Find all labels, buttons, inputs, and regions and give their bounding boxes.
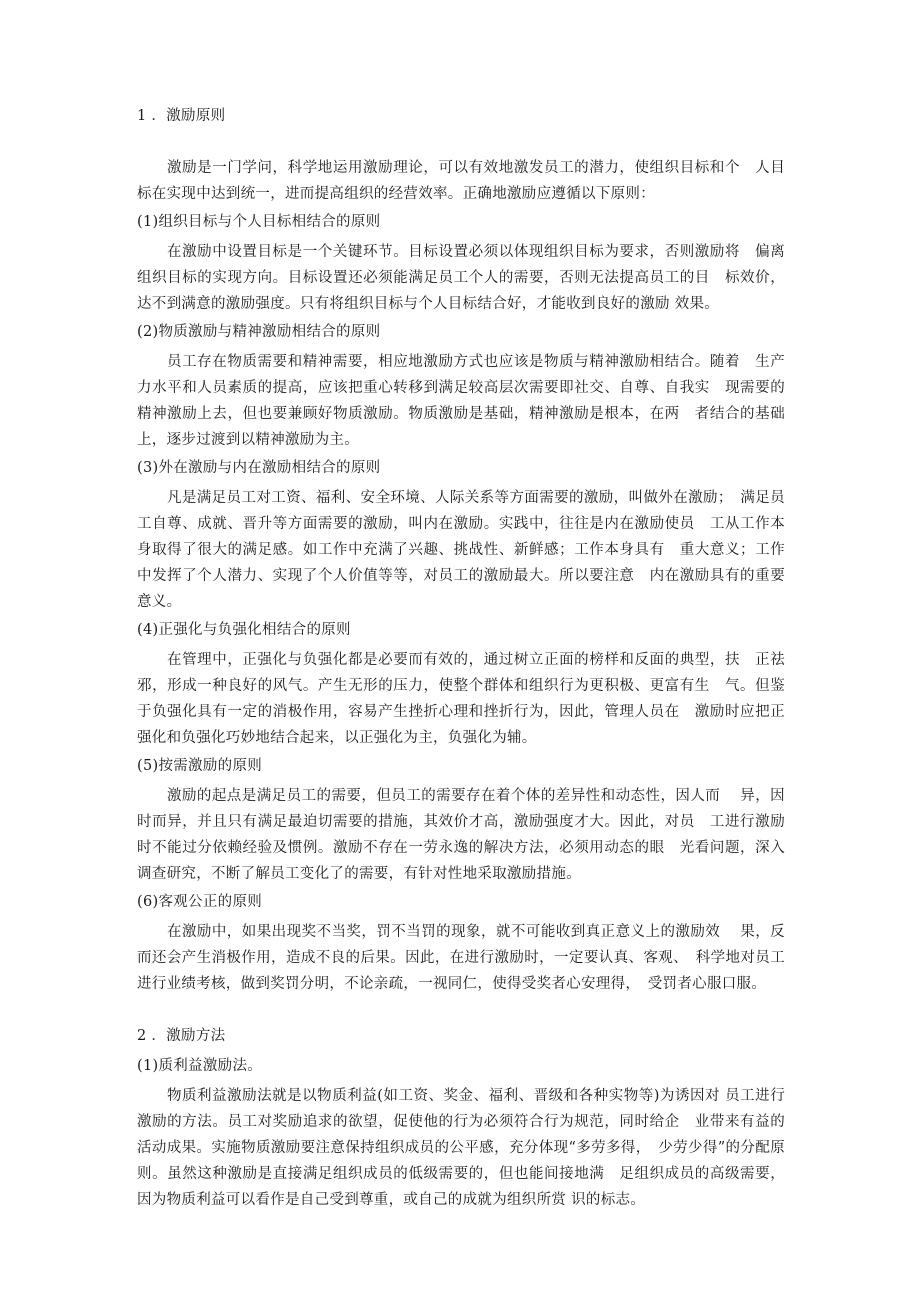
principle-heading: (1)组织目标与个人目标相结合的原则: [137, 214, 381, 230]
document-body: [137, 103, 785, 1215]
principle-paragraph: 在激励中，如果出现奖不当奖，罚不当罚的现象，就不可能收到真正意义上的激励效 果，反而还会产生消极作用，造成不良的后果。因此，在进行激励时，一定要认真、客观、 科学地对员工进行业绩考核，做到奖罚分明，不论亲疏，一视同仁，使得受奖者心安理得， 受罚者心服口服。: [137, 924, 785, 992]
method-paragraph: 物质利益激励法就是以物质利益(如工资、奖金、福利、晋级和各种实物等)为诱因对 员工进行激励的方法。员工对奖励追求的欲望，促使他的行为必须符合行为规范，同时给企 业带来有益的活动成果。实施物质激励要注意保持组织成员的公平感，充分体现“多劳多得， 少劳少得”的分配原则。虽然这种激励是直接满足组织成员的低级需要的，但也能间接地满 足组织成员的高级需要，因为物质利益可以看作是自己受到尊重，或自己的成就为组织所赏 识的标志。: [137, 1088, 785, 1208]
principle-paragraph: 在管理中，正强化与负强化都是必要而有效的，通过树立正面的榜样和反面的典型，扶 正祛邪，形成一种良好的风气。产生无形的压力，使整个群体和组织行为更积极、更富有生 气。但鉴于负强化具有一定的消极作用，容易产生挫折心理和挫折行为，因此，管理人员在 激励时应把正强化和负强化巧妙地结合起来，以正强化为主，负强化为辅。: [137, 652, 785, 746]
principle-paragraph: 凡是满足员工对工资、福利、安全环境、人际关系等方面需要的激励，叫做外在激励； 满足员工自尊、成就、晋升等方面需要的激励，叫内在激励。实践中，往往是内在激励使员 工从工作本身取得了很大的满足感。如工作中充满了兴趣、挑战性、新鲜感；工作本身具有 重大意义；工作中发挥了个人潜力、实现了个人价值等等，对员工的激励最大。所以要注意 内在激励具有的重要意义。: [137, 490, 785, 610]
section-title: 1 ．激励原则: [137, 108, 226, 124]
intro-paragraph: 激励是一门学问，科学地运用激励理论，可以有效地激发员工的潜力，使组织目标和个 人目标在实现中达到统一，进而提高组织的经营效率。正确地激励应遵循以下原则：: [137, 160, 785, 202]
principle-heading: (4)正强化与负强化相结合的原则: [137, 622, 351, 638]
method-heading: (1)质利益激励法。: [137, 1058, 263, 1074]
section-title: 2 ．激励方法: [137, 1028, 226, 1044]
principle-heading: (3)外在激励与内在激励相结合的原则: [137, 460, 381, 476]
principle-paragraph: 在激励中设置目标是一个关键环节。目标设置必须以体现组织目标为要求，否则激励将 偏离组织目标的实现方向。目标设置还必须能满足员工个人的需要，否则无法提高员工的目 标效价，达不到满意的激励强度。只有将组织目标与个人目标结合好，才能收到良好的激励 效果。: [137, 244, 785, 312]
principle-heading: (5)按需激励的原则: [137, 758, 263, 774]
principle-heading: (2)物质激励与精神激励相结合的原则: [137, 324, 381, 340]
principle-heading: (6)客观公正的原则: [137, 894, 263, 910]
principle-paragraph: 员工存在物质需要和精神需要，相应地激励方式也应该是物质与精神激励相结合。随着 生产力水平和人员素质的提高，应该把重心转移到满足较高层次需要即社交、自尊、自我实 现需要的精神激励上去，但也要兼顾好物质激励。物质激励是基础，精神激励是根本，在两 者结合的基础上，逐步过渡到以精神激励为主。: [137, 354, 785, 448]
principle-paragraph: 激励的起点是满足员工的需要，但员工的需要存在着个体的差异性和动态性，因人而 异，因时而异，并且只有满足最迫切需要的措施，其效价才高，激励强度才大。因此，对员 工进行激励时不能过分依赖经验及惯例。激励不存在一劳永逸的解决方法，必须用动态的眼 光看问题，深入调查研究，不断了解员工变化了的需要，有针对性地采取激励措施。: [137, 788, 785, 882]
